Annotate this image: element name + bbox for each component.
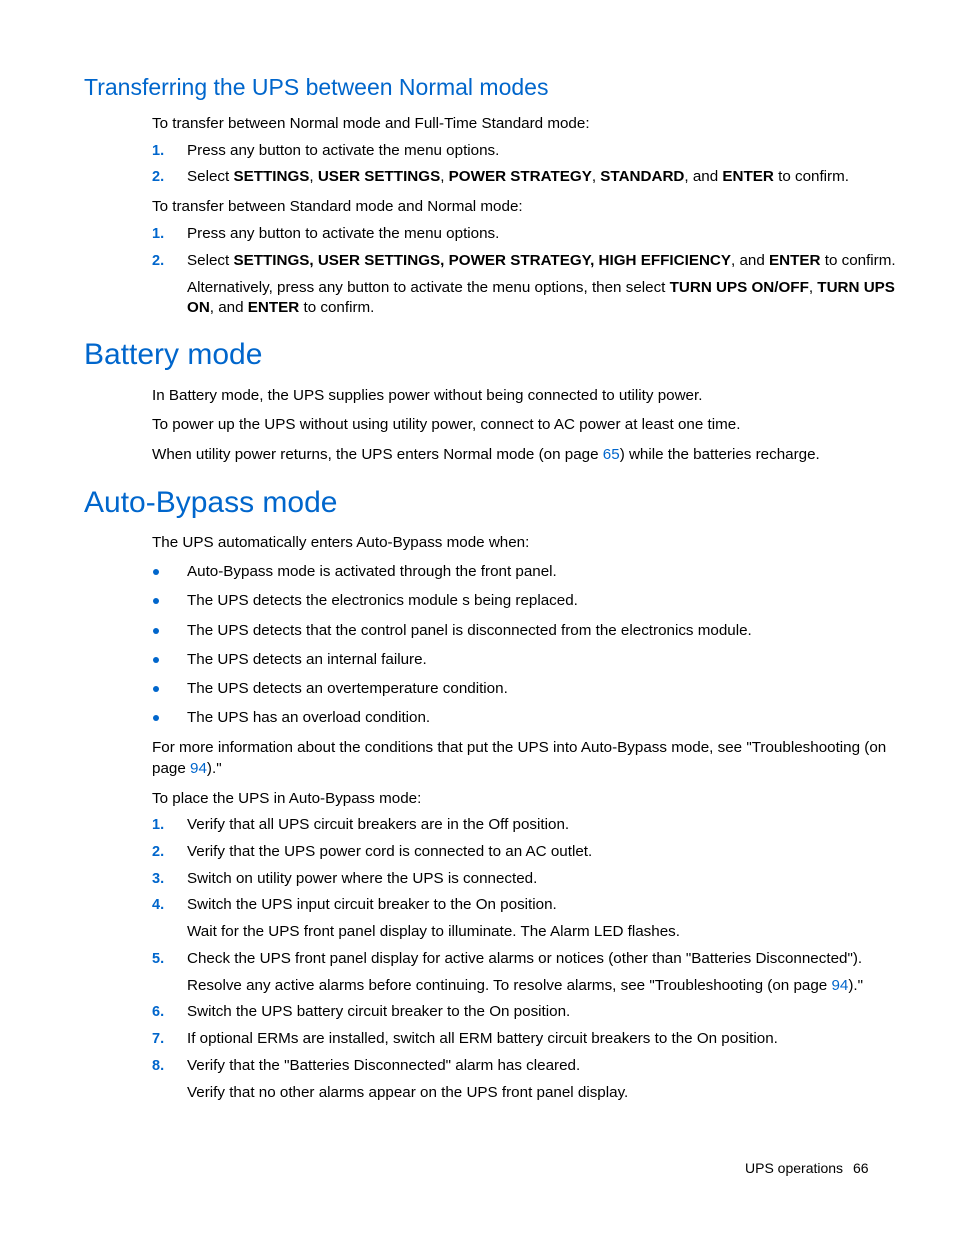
bullet-icon xyxy=(153,598,159,604)
paragraph: To transfer between Standard mode and Normal mode: xyxy=(152,198,523,215)
step-text: Select SETTINGS, USER SETTINGS, POWER STRATEGY, HIGH EFFICIENCY, and ENTER to confirm. xyxy=(187,252,896,269)
step-note: Alternatively, press any button to activate the menu options, then select TURN UPS ON/OFF, TURN UPS xyxy=(187,279,895,296)
step-number: 2. xyxy=(152,169,165,185)
step-number: 2. xyxy=(152,253,165,269)
step-text: Verify that the "Batteries Disconnected" alarm has cleared. xyxy=(187,1057,581,1074)
bullet-icon xyxy=(153,715,159,721)
list-item: The UPS detects an overtemperature condition. xyxy=(187,680,508,697)
step-text: Press any button to activate the menu options. xyxy=(187,225,500,242)
step-text: Switch on utility power where the UPS is connected. xyxy=(187,870,538,887)
step-number: 1. xyxy=(152,143,165,159)
step-text: Check the UPS front panel display for active alarms or notices (other than "Batteries Disconnected"). xyxy=(187,950,863,967)
list-item: The UPS detects an internal failure. xyxy=(187,651,427,668)
step-text: Switch the UPS battery circuit breaker to the On position. xyxy=(187,1003,571,1020)
step-text: Verify that all UPS circuit breakers are in the Off position. xyxy=(187,816,570,833)
paragraph: To place the UPS in Auto-Bypass mode: xyxy=(152,790,422,807)
step-note: Wait for the UPS front panel display to illuminate. The Alarm LED flashes. xyxy=(187,923,680,940)
section-heading-battery: Battery mode xyxy=(84,338,263,371)
footer-page-number: 66 xyxy=(853,1160,869,1176)
step-number: 8. xyxy=(152,1058,165,1074)
paragraph: The UPS automatically enters Auto-Bypass mode when: xyxy=(152,534,530,551)
paragraph: To power up the UPS without using utility power, connect to AC power at least one time. xyxy=(152,416,741,433)
step-number: 7. xyxy=(152,1031,165,1047)
step-note: Verify that no other alarms appear on the UPS front panel display. xyxy=(187,1084,629,1101)
page-link[interactable]: 94 xyxy=(831,977,849,994)
paragraph: For more information about the conditions that put the UPS into Auto-Bypass mode, see "Troubleshooting (on xyxy=(152,739,887,756)
bullet-icon xyxy=(153,657,159,663)
list-item: Auto-Bypass mode is activated through the front panel. xyxy=(187,563,557,580)
list-item: The UPS detects the electronics module s being replaced. xyxy=(187,592,578,609)
bullet-icon xyxy=(153,686,159,692)
step-text: Press any button to activate the menu options. xyxy=(187,142,500,159)
step-number: 4. xyxy=(152,897,165,913)
paragraph: page 94)." xyxy=(152,760,222,777)
step-note: ON, and ENTER to confirm. xyxy=(187,299,375,316)
bullet-icon xyxy=(153,569,159,575)
step-number: 5. xyxy=(152,951,165,967)
step-number: 2. xyxy=(152,844,165,860)
paragraph: When utility power returns, the UPS enters Normal mode (on page 65) while the batteries recharge. xyxy=(152,446,820,463)
section-heading-auto-bypass: Auto-Bypass mode xyxy=(84,486,338,519)
step-text: Switch the UPS input circuit breaker to the On position. xyxy=(187,896,557,913)
list-item: The UPS has an overload condition. xyxy=(187,709,431,726)
list-item: The UPS detects that the control panel is disconnected from the electronics module. xyxy=(187,622,752,639)
step-text: Verify that the UPS power cord is connected to an AC outlet. xyxy=(187,843,593,860)
paragraph: In Battery mode, the UPS supplies power without being connected to utility power. xyxy=(152,387,703,404)
paragraph: To transfer between Normal mode and Full-Time Standard mode: xyxy=(152,115,590,132)
step-number: 6. xyxy=(152,1004,165,1020)
page-link[interactable]: 94 xyxy=(190,760,207,777)
step-number: 3. xyxy=(152,871,165,887)
page-link[interactable]: 65 xyxy=(602,446,620,463)
step-note: Resolve any active alarms before continuing. To resolve alarms, see "Troubleshooting (on page 94)." xyxy=(187,977,864,994)
step-text: If optional ERMs are installed, switch all ERM battery circuit breakers to the On position. xyxy=(187,1030,778,1047)
bullet-icon xyxy=(153,628,159,634)
section-heading-transfer: Transferring the UPS between Normal modes xyxy=(84,74,549,100)
footer-section-name: UPS operations xyxy=(745,1160,844,1176)
step-text: Select SETTINGS, USER SETTINGS, POWER STRATEGY, STANDARD, and ENTER to confirm. xyxy=(187,168,849,185)
step-number: 1. xyxy=(152,226,165,242)
step-number: 1. xyxy=(152,817,165,833)
